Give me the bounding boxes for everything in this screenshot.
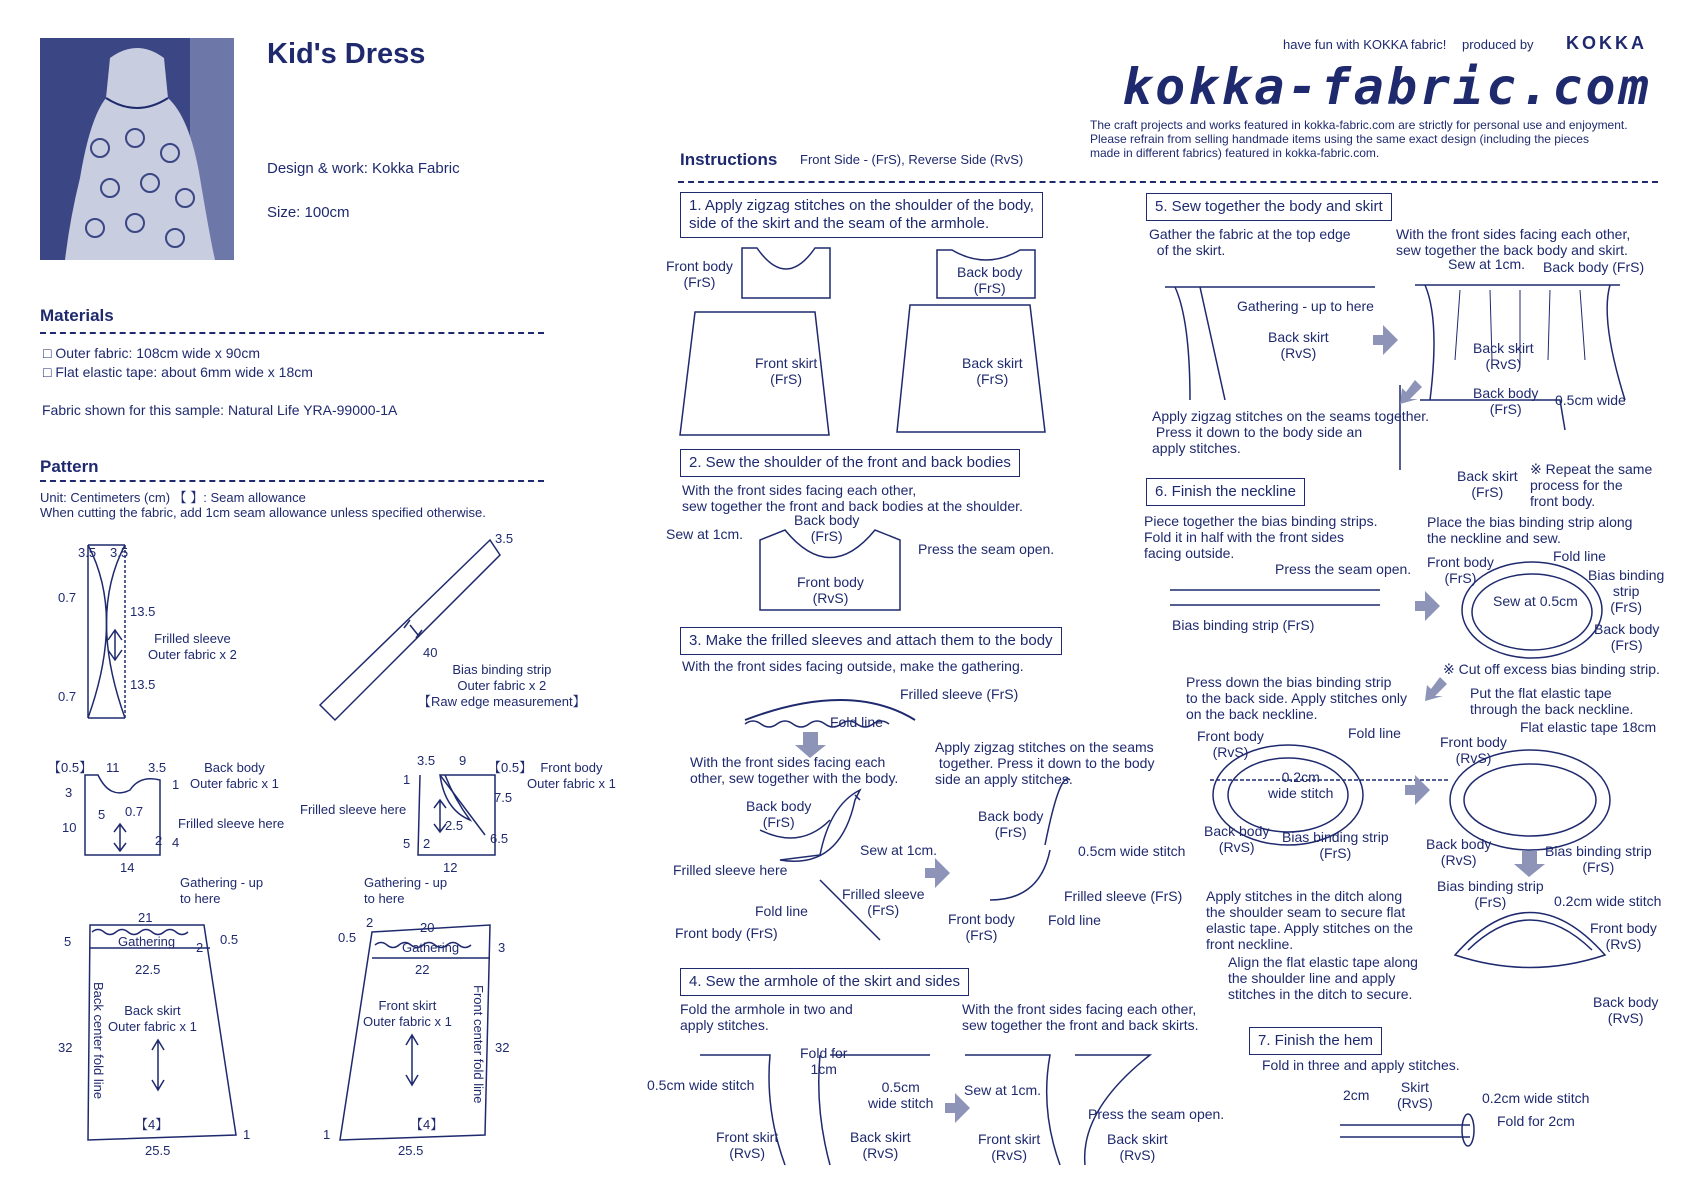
back-body-dim: 3.5 bbox=[148, 760, 167, 775]
step6-text5: Apply stitches in the ditch along the shoulder seam to secure flat elastic tape. Apply stitches on the front neckline. bbox=[1206, 888, 1414, 952]
step6-press: Press the seam open. bbox=[1275, 561, 1412, 577]
step6-fold: Fold line bbox=[1553, 548, 1606, 564]
back-body-n4: 4 bbox=[172, 835, 180, 850]
back-skirt-mid: 22.5 bbox=[135, 962, 161, 977]
back-body-n1: 1 bbox=[172, 777, 180, 792]
step6-text2: Place the bias binding strip along the neckline and sew. bbox=[1427, 514, 1633, 546]
front-skirt-gathering: Gathering bbox=[402, 940, 460, 955]
sleeve-dim-6: 0.7 bbox=[58, 689, 77, 704]
instructions-legend: Front Side - (FrS), Reverse Side (RvS) bbox=[800, 152, 1024, 167]
step4-stitch: 0.5cm wide stitch bbox=[647, 1077, 755, 1093]
step5-text3: Apply zigzag stitches on the seams together. Press it down to the body side an apply stitches. bbox=[1152, 408, 1430, 456]
front-body-n5: 5 bbox=[403, 836, 411, 851]
sample-fabric: Fabric shown for this sample: Natural Life YRA-99000-1A bbox=[42, 402, 398, 418]
step5-back-skirt2: Back skirt (RvS) bbox=[1473, 340, 1534, 372]
step1-back-skirt: Back skirt (FrS) bbox=[962, 355, 1023, 387]
step6-bias4: Bias binding strip (FrS) bbox=[1545, 843, 1652, 875]
step5-back-skirt: Back skirt (RvS) bbox=[1268, 329, 1329, 361]
back-skirt-n2: 2 bbox=[196, 940, 204, 955]
front-skirt-top: 20 bbox=[420, 920, 435, 935]
step3-title: 3. Make the frilled sleeves and attach them to the body bbox=[680, 627, 1062, 655]
step7-skirt: Skirt (RvS) bbox=[1397, 1079, 1433, 1111]
step5-text2: With the front sides facing each other, sew together the back body and skirt. bbox=[1396, 226, 1631, 258]
back-body-n10: 10 bbox=[62, 820, 77, 835]
step6-fold2: Fold line bbox=[1348, 725, 1401, 741]
step2-press: Press the seam open. bbox=[918, 541, 1055, 557]
step3-text3: Apply zigzag stitches on the seams together. Press it down to the body side an apply stitches. bbox=[935, 739, 1155, 787]
step5-text: Gather the fabric at the top edge of the skirt. bbox=[1149, 226, 1351, 258]
step3-fold2: Fold line bbox=[755, 903, 808, 919]
step6-stitch: 0.2cm wide stitch bbox=[1268, 769, 1334, 801]
front-skirt-side: 32 bbox=[495, 1040, 510, 1055]
front-skirt-hem: 【4】 bbox=[410, 1117, 444, 1132]
step5-title: 5. Sew together the body and skirt bbox=[1146, 193, 1392, 221]
front-body-n1: 1 bbox=[403, 772, 411, 787]
back-body-n2: 2 bbox=[155, 833, 163, 848]
back-skirt-n05: 0.5 bbox=[220, 932, 239, 947]
step4-back-skirt2: Back skirt (RvS) bbox=[1107, 1131, 1168, 1163]
step6-text6: Align the flat elastic tape along the shoulder line and apply stitches in the ditch to secure. bbox=[1228, 954, 1418, 1002]
front-body-sleeve-here: Frilled sleeve here bbox=[300, 802, 407, 817]
front-skirt-n05: 0.5 bbox=[338, 930, 357, 945]
step5-back-body: Back body (FrS) bbox=[1543, 259, 1645, 275]
sleeve-dim-1: 3.5 bbox=[78, 545, 97, 560]
front-body-dim: 3.5 bbox=[417, 753, 436, 768]
back-skirt-bottom: 25.5 bbox=[145, 1143, 171, 1158]
step6-bias5: Bias binding strip (FrS) bbox=[1437, 878, 1544, 910]
step1-back-body: Back body (FrS) bbox=[957, 264, 1023, 296]
front-skirt-label: Front skirt Outer fabric x 1 bbox=[363, 998, 452, 1029]
step1-title: 1. Apply zigzag stitches on the shoulder of the body, side of the skirt and the seam of the armhole. bbox=[680, 192, 1043, 238]
instructions-heading: Instructions bbox=[680, 150, 778, 169]
design-credit: Design & work: Kokka Fabric bbox=[267, 160, 460, 177]
tagline: have fun with KOKKA fabric! bbox=[1283, 37, 1447, 52]
step6-cut: ※ Cut off excess bias binding strip. bbox=[1443, 661, 1660, 677]
back-skirt-hem: 【4】 bbox=[135, 1117, 169, 1132]
front-body-n12: 12 bbox=[443, 860, 458, 875]
pattern-heading: Pattern bbox=[40, 457, 99, 476]
step4-text2: With the front sides facing each other, sew together the front and back skirts. bbox=[962, 1001, 1199, 1033]
front-body-gathering: Gathering - up to here bbox=[364, 875, 448, 906]
bias-dim-length: 40 bbox=[423, 645, 438, 660]
back-body-gathering: Gathering - up to here bbox=[180, 875, 264, 906]
step4-front-skirt2: Front skirt (RvS) bbox=[978, 1131, 1041, 1163]
step6-front-body4: Front body (RvS) bbox=[1590, 920, 1657, 952]
step5-gathering: Gathering - up to here bbox=[1237, 298, 1374, 314]
step5-back-body2: Back body (FrS) bbox=[1473, 385, 1539, 417]
materials-heading: Materials bbox=[40, 306, 114, 325]
front-body-n65: 6.5 bbox=[490, 831, 509, 846]
step4-title: 4. Sew the armhole of the skirt and sides bbox=[680, 968, 969, 996]
step3-fold3: Fold line bbox=[1048, 912, 1101, 928]
step7-fold: Fold for 2cm bbox=[1497, 1113, 1575, 1129]
sleeve-dim-2: 3.5 bbox=[110, 545, 129, 560]
step3-front-body2: Front body (FrS) bbox=[948, 911, 1015, 943]
back-skirt-fold: Back center fold line bbox=[91, 982, 106, 1100]
back-body-sleeve-here: Frilled sleeve here bbox=[178, 816, 285, 831]
front-skirt-n1: 1 bbox=[323, 1127, 331, 1142]
step7-title: 7. Finish the hem bbox=[1249, 1027, 1382, 1055]
front-body-n25: 2.5 bbox=[445, 818, 464, 833]
sleeve-dim-4: 13.5 bbox=[130, 604, 156, 619]
sleeve-dim-3: 0.7 bbox=[58, 590, 77, 605]
step7-text: Fold in three and apply stitches. bbox=[1262, 1057, 1460, 1073]
step1-front-skirt: Front skirt (FrS) bbox=[755, 355, 818, 387]
step6-tape: Flat elastic tape 18cm bbox=[1520, 719, 1657, 735]
step4-fold: Fold for 1cm bbox=[800, 1045, 848, 1077]
bias-label: Bias binding strip Outer fabric x 2 【Raw edge measurement】 bbox=[418, 662, 586, 709]
produced-by: produced by bbox=[1462, 37, 1534, 52]
back-skirt-n1: 1 bbox=[243, 1127, 251, 1142]
back-body-seam: 【0.5】 bbox=[48, 760, 93, 775]
step6-text: Piece together the bias binding strips. Fold it in half with the front sides facing outside. bbox=[1144, 513, 1378, 561]
step4-front-skirt: Front skirt (RvS) bbox=[716, 1129, 779, 1161]
step7-stitch: 0.2cm wide stitch bbox=[1482, 1090, 1590, 1106]
step6-back-body3: Back body (RvS) bbox=[1426, 836, 1492, 868]
step5-repeat: ※ Repeat the same process for the front body. bbox=[1530, 461, 1653, 509]
front-body-width: 9 bbox=[459, 753, 467, 768]
front-body-n2: 2 bbox=[423, 836, 431, 851]
step3-sew: Sew at 1cm. bbox=[860, 842, 938, 858]
step5-sew: Sew at 1cm. bbox=[1448, 256, 1526, 272]
step2-text: With the front sides facing each other, sew together the front and back bodies at the shoulder. bbox=[682, 482, 1023, 514]
pattern-unit: Unit: Centimeters (cm) 【 】: Seam allowance bbox=[40, 490, 306, 505]
step3-fold: Fold line bbox=[830, 714, 883, 730]
step3-frilled-sleeve: Frilled sleeve (FrS) bbox=[842, 886, 925, 918]
back-skirt-side: 32 bbox=[58, 1040, 73, 1055]
front-skirt-n2: 2 bbox=[366, 915, 374, 930]
back-body-n3: 3 bbox=[65, 785, 73, 800]
size-info: Size: 100cm bbox=[267, 204, 350, 221]
step6-text4: Put the flat elastic tape through the back neckline. bbox=[1470, 685, 1634, 717]
step3-frilled-sleeve2: Frilled sleeve (FrS) bbox=[1064, 888, 1183, 904]
step3-sleeve-here: Frilled sleeve here bbox=[673, 862, 788, 878]
step6-back-body4: Back body (RvS) bbox=[1593, 994, 1659, 1026]
back-skirt-n5: 5 bbox=[64, 934, 72, 949]
step6-bias2: Bias binding strip (FrS) bbox=[1588, 567, 1665, 615]
material-item-elastic: □ Flat elastic tape: about 6mm wide x 18cm bbox=[43, 364, 313, 380]
front-skirt-mid: 22 bbox=[415, 962, 430, 977]
step2-back-body: Back body (FrS) bbox=[794, 512, 860, 544]
front-body-label: Front body Outer fabric x 1 bbox=[527, 760, 616, 791]
step4-press: Press the seam open. bbox=[1088, 1106, 1225, 1122]
step4-sew: Sew at 1cm. bbox=[964, 1082, 1042, 1098]
step4-stitch2: 0.5cm wide stitch bbox=[868, 1079, 934, 1111]
step3-back-body2: Back body (FrS) bbox=[978, 808, 1044, 840]
step3-sleeve: Frilled sleeve (FrS) bbox=[900, 686, 1019, 702]
step3-stitch: 0.5cm wide stitch bbox=[1078, 843, 1186, 859]
brand-logo-small: KOKKA bbox=[1566, 33, 1647, 53]
back-skirt-gathering: Gathering bbox=[118, 934, 176, 949]
step6-front-body3: Front body (RvS) bbox=[1440, 734, 1507, 766]
step6-back-body: Back body (FrS) bbox=[1594, 621, 1660, 653]
step6-title: 6. Finish the neckline bbox=[1146, 478, 1305, 506]
step3-front-body: Front body (FrS) bbox=[675, 925, 778, 941]
step5-wide: 0.5cm wide bbox=[1555, 392, 1626, 408]
step6-sew: Sew at 0.5cm bbox=[1493, 593, 1578, 609]
usage-notice: The craft projects and works featured in kokka-fabric.com are strictly for personal use and enjoyment. Please refrain from selling handmade items using the same exact design (including the pieces made in different fabrics) featured in kokka-fabric.com. bbox=[1090, 118, 1628, 160]
back-body-n07: 0.7 bbox=[125, 804, 144, 819]
back-body-n5: 5 bbox=[98, 807, 106, 822]
step2-title: 2. Sew the shoulder of the front and back bodies bbox=[680, 449, 1020, 477]
back-body-label: Back body Outer fabric x 1 bbox=[190, 760, 279, 791]
back-skirt-top: 21 bbox=[138, 910, 153, 925]
brand-url[interactable]: kokka-fabric.com bbox=[1122, 58, 1652, 116]
step7-2cm: 2cm bbox=[1343, 1087, 1370, 1103]
front-skirt-fold: Front center fold line bbox=[471, 985, 486, 1104]
step4-back-skirt: Back skirt (RvS) bbox=[850, 1129, 911, 1161]
page-title: Kid's Dress bbox=[267, 38, 426, 70]
front-skirt-n3: 3 bbox=[498, 940, 506, 955]
back-body-width: 11 bbox=[106, 760, 120, 775]
step6-stitch2: 0.2cm wide stitch bbox=[1554, 893, 1662, 909]
bias-dim-width: 3.5 bbox=[495, 531, 514, 546]
sleeve-dim-5: 13.5 bbox=[130, 677, 156, 692]
step5-back-skirt3: Back skirt (FrS) bbox=[1457, 468, 1518, 500]
front-body-seam: 【0.5】 bbox=[488, 760, 533, 775]
step6-bias: Bias binding strip (FrS) bbox=[1172, 617, 1315, 633]
step3-back-body: Back body (FrS) bbox=[746, 798, 812, 830]
material-item-outer-fabric: □ Outer fabric: 108cm wide x 90cm bbox=[43, 345, 260, 361]
back-body-n14: 14 bbox=[120, 860, 135, 875]
step6-front-body2: Front body (RvS) bbox=[1197, 728, 1264, 760]
sleeve-label: Frilled sleeve Outer fabric x 2 bbox=[148, 631, 237, 662]
front-skirt-bottom: 25.5 bbox=[398, 1143, 424, 1158]
step2-front-body: Front body (RvS) bbox=[797, 574, 864, 606]
back-skirt-label: Back skirt Outer fabric x 1 bbox=[108, 1003, 197, 1034]
step1-front-body: Front body (FrS) bbox=[666, 258, 733, 290]
step2-sew: Sew at 1cm. bbox=[666, 526, 744, 542]
pattern-note: When cutting the fabric, add 1cm seam allowance unless specified otherwise. bbox=[40, 505, 486, 520]
step3-text2: With the front sides facing each other, sew together with the body. bbox=[690, 754, 899, 786]
step6-bias3: Bias binding strip (FrS) bbox=[1282, 829, 1389, 861]
step6-front-body: Front body (FrS) bbox=[1427, 554, 1494, 586]
step6-back-body2: Back body (RvS) bbox=[1204, 823, 1270, 855]
front-body-n75: 7.5 bbox=[494, 790, 513, 805]
step6-text3: Press down the bias binding strip to the back side. Apply stitches only on the back neckline. bbox=[1186, 674, 1408, 722]
step3-text: With the front sides facing outside, make the gathering. bbox=[682, 658, 1024, 674]
step4-text: Fold the armhole in two and apply stitches. bbox=[680, 1001, 853, 1033]
